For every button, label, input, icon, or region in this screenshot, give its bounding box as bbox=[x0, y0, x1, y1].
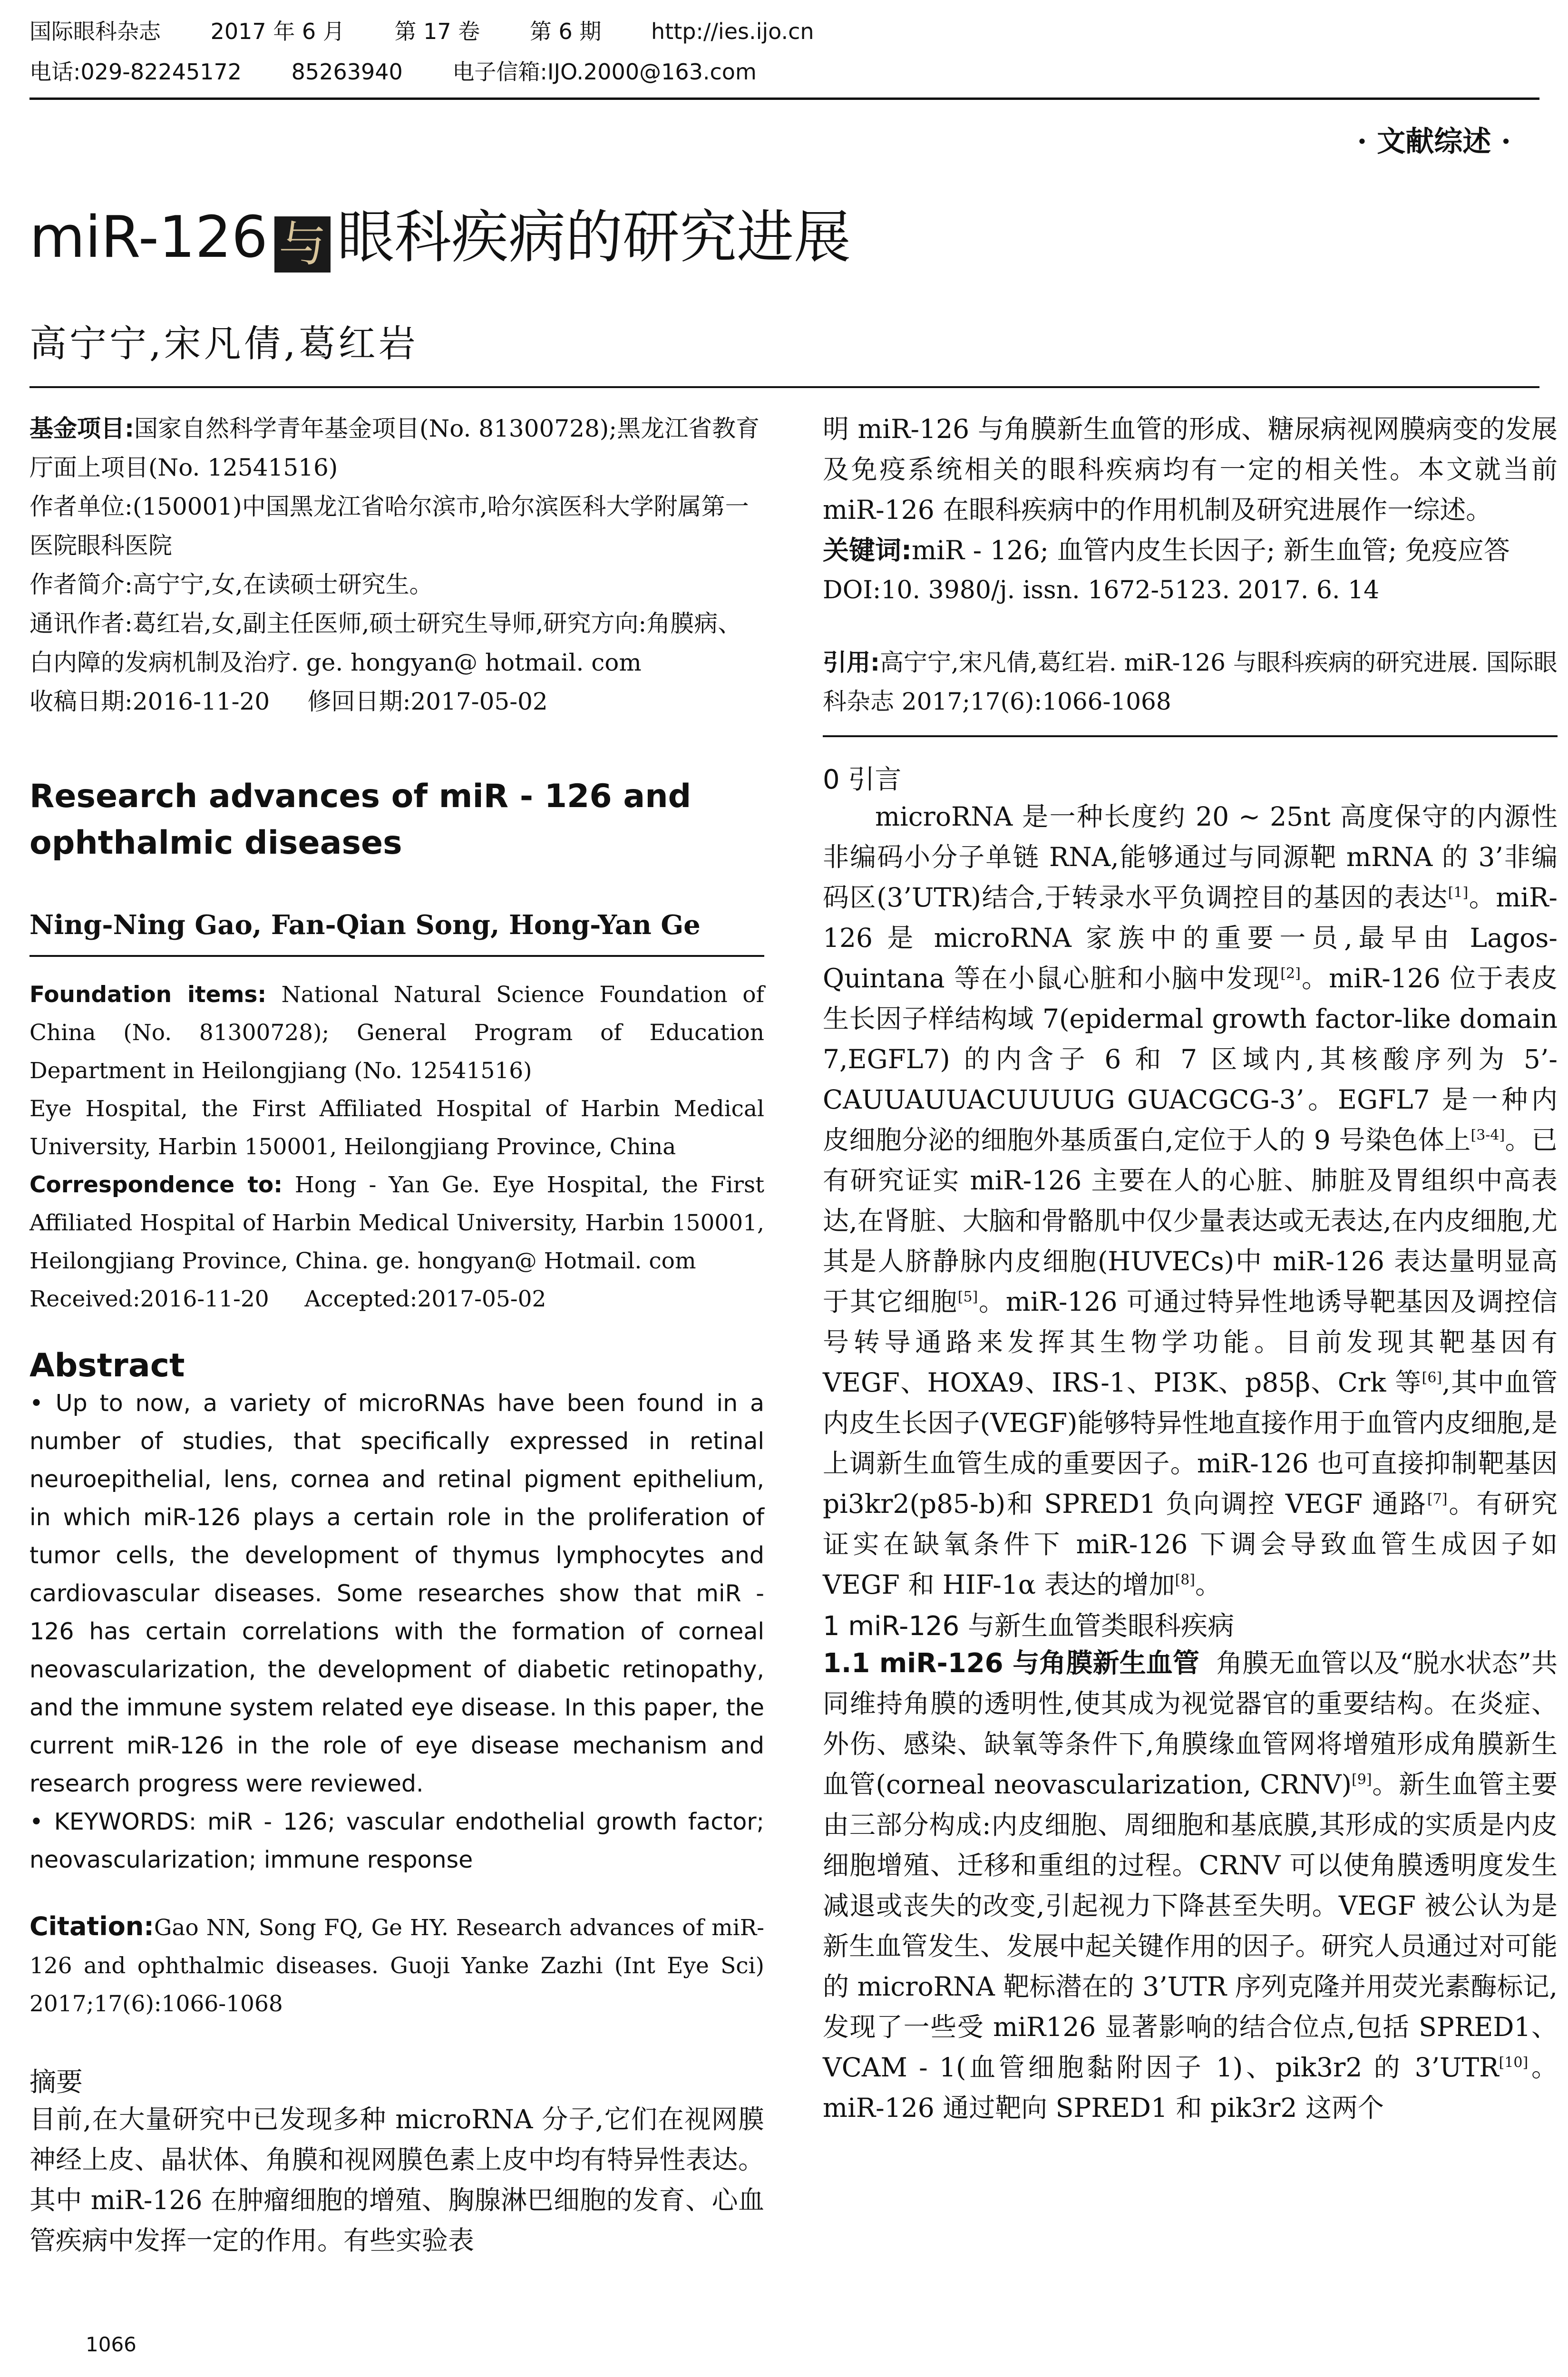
citation-rule bbox=[823, 735, 1558, 737]
cn-abstract-cont: 明 miR-126 与角膜新生血管的形成、糖尿病视网膜病变的发展及免疫系统相关的眼科疾病均有一定的相关性。本文就当前 miR-126 在眼科疾病中的作用机制及研究进展作一综述。 bbox=[823, 414, 1558, 525]
journal-header-line1 bbox=[29, 14, 857, 49]
phone: 电话:029-82245172 bbox=[29, 59, 242, 85]
en-foundation: Foundation items: National Natural Science Foundation of China (No. 81300728); General Program of Education Department in Heilongjiang (No. 12541516) bbox=[29, 982, 764, 1084]
section1-heading: 1 miR-126 与新生血管类眼科疾病 bbox=[823, 1611, 1235, 1642]
title-prefix: miR-126 bbox=[29, 205, 268, 271]
right-column bbox=[823, 409, 1558, 2128]
en-correspondence: Correspondence to: Hong - Yan Ge. Eye Hospital, the First Affiliated Hospital of Harbin Medical University, Harbin 150001, Heilongjiang Province, China. ge. hongyan@ Hotmail. com bbox=[29, 1172, 764, 1274]
en-received: Received:2016-11-20 Accepted:2017-05-02 bbox=[29, 1286, 546, 1312]
cn-abstract-text: 目前,在大量研究中已发现多种 microRNA 分子,它们在视网膜神经上皮、晶状体、角膜和视网膜色素上皮中均有特异性表达。其中 miR-126 在肿瘤细胞的增殖、胸腺淋巴细胞的发育、心血管疾病中发挥一定的作用。有些实验表 bbox=[29, 2104, 764, 2256]
journal-url[interactable]: http://ies.ijo.cn bbox=[651, 19, 814, 44]
issue-date: 2017 年 6 月 bbox=[210, 19, 345, 44]
citation-en: Citation:Gao NN, Song FQ, Ge HY. Research advances of miR-126 and ophthalmic diseases. Guoji Yanke Zazhi (Int Eye Sci) 2017;17(6):1066-1068 bbox=[29, 1911, 764, 2017]
section-tag: · 文献综述 · bbox=[1357, 125, 1511, 158]
foundation-cn: 基金项目:国家自然科学青年基金项目(No. 81300728);黑龙江省教育厅面上项目(No. 12541516) bbox=[29, 415, 760, 481]
title-rule bbox=[29, 386, 1539, 388]
dates-cn: 收稿日期:2016-11-20 修回日期:2017-05-02 bbox=[29, 688, 548, 715]
article-title bbox=[29, 200, 851, 276]
foundation-cn-label: 基金项目: bbox=[29, 415, 134, 442]
abstract-body: • Up to now, a variety of microRNAs have been found in a number of studies, that specifically expressed in retinal neuroepithelial, lens, cornea and retinal pigment epithelium, in which miR-126 plays a certain role in the proliferation of tumor cells, the development of thymus lymphocytes and cardiovascular diseases. Some researches show that miR - 126 has certain correlations with the formation of corneal neovascularization, the development of diabetic retinopathy, and the immune system related eye disease. In this paper, the current miR-126 in the role of eye disease mechanism and research progress were reviewed. bbox=[29, 1390, 764, 1797]
phone2: 85263940 bbox=[291, 59, 403, 85]
cn-keywords: 关键词:miR - 126; 血管内皮生长因子; 新生血管; 免疫应答 bbox=[823, 535, 1510, 565]
cn-abstract-heading: 摘要 bbox=[29, 2067, 83, 2098]
volume: 第 17 卷 bbox=[394, 19, 480, 44]
cn-citation: 引用:高宁宁,宋凡倩,葛红岩. miR-126 与眼科疾病的研究进展. 国际眼科杂志 2017;17(6):1066-1068 bbox=[823, 649, 1558, 715]
section11-paragraph: 1.1 miR-126 与角膜新生血管 角膜无血管以及“脱水状态”共同维持角膜的透明性,使其成为视觉器官的重要结构。在炎症、外伤、感染、缺氧等条件下,角膜缘血管网将增殖形成角膜新生血管(corneal neovascularization, CRNV)[9]。新生血管主要由三部分构成:内皮细胞、周细胞和基底膜,其形成的实质是内皮细胞增殖、迁移和重组的过程。CRNV 可以使角膜透明度发生减退或丧失的改变,引起视力下降甚至失明。VEGF 被公认为是新生血管发生、发展中起关键作用的因子。研究人员通过对可能的 microRNA 靶标潜在的 3’UTR 序列克隆并用荧光素酶标记,发现了一些受 miR126 显著影响的结合位点,包括 SPRED1、VCAM - 1(血管细胞黏附因子 1)、pik3r2 的 3’UTR[10]。miR-126 通过靶向 SPRED1 和 pik3r2 这两个 bbox=[823, 1648, 1558, 2123]
abstract-keywords: • KEYWORDS: miR - 126; vascular endothelial growth factor; neovascularization; immune response bbox=[29, 1808, 764, 1873]
title-suffix: 眼科疾病的研究进展 bbox=[337, 205, 851, 271]
correspondence-cn: 通讯作者:葛红岩,女,副主任医师,硕士研究生导师,研究方向:角膜病、白内障的发病机制及治疗. ge. hongyan@ hotmail. com bbox=[29, 610, 742, 676]
journal-name: 国际眼科杂志 bbox=[29, 19, 161, 44]
authors-cn: 高宁宁,宋凡倩,葛红岩 bbox=[29, 322, 419, 365]
en-authors: Ning-Ning Gao, Fan-Qian Song, Hong-Yan Ge bbox=[29, 909, 701, 941]
doi[interactable]: DOI:10. 3980/j. issn. 1672-5123. 2017. 6. 14 bbox=[823, 576, 1380, 604]
abstract-heading: Abstract bbox=[29, 1347, 185, 1384]
email[interactable]: 电子信箱:IJO.2000@163.com bbox=[452, 59, 757, 85]
page-number: 1066 bbox=[86, 2333, 136, 2356]
author-bio-cn: 作者简介:高宁宁,女,在读硕士研究生。 bbox=[29, 571, 433, 598]
left-column bbox=[29, 409, 764, 2261]
journal-header-line2 bbox=[29, 55, 799, 89]
affiliation-cn: 作者单位:(150001)中国黑龙江省哈尔滨市,哈尔滨医科大学附属第一医院眼科医院 bbox=[29, 493, 749, 559]
en-affiliation: Eye Hospital, the First Affiliated Hospital of Harbin Medical University, Harbin 150001, Heilongjiang Province, China bbox=[29, 1096, 764, 1160]
en-authors-rule bbox=[29, 955, 764, 957]
title-box-char: 与 bbox=[274, 216, 331, 273]
intro-paragraph: microRNA 是一种长度约 20 ~ 25nt 高度保守的内源性非编码小分子单链 RNA,能够通过与同源靶 mRNA 的 3’非编码区(3’UTR)结合,于转录水平负调控目的基因的表达[1]。miR-126 是 microRNA 家族中的重要一员,最早由 Lagos-Quintana 等在小鼠心脏和小脑中发现[2]。miR-126 位于表皮生长因子样结构域 7(epidermal growth factor-like domain 7,EGFL7) 的内含子 6 和 7 区域内,其核酸序列为 5’-CAUUAUUACUUUUG GUACGCG-3’。EGFL7 是一种内皮细胞分泌的细胞外基质蛋白,定位于人的 9 号染色体上[3-4]。已有研究证实 miR-126 主要在人的心脏、肺脏及胃组织中高表达,在肾脏、大脑和骨骼肌中仅少量表达或无表达,在内皮细胞,尤其是人脐静脉内皮细胞(HUVECs)中 miR-126 表达量明显高于其它细胞[5]。miR-126 可通过特异性地诱导靶基因及调控信号转导通路来发挥其生物学功能。目前发现其靶基因有 VEGF、HOXA9、IRS-1、PI3K、p85β、Crk 等[6],其中血管内皮生长因子(VEGF)能够特异性地直接作用于血管内皮细胞,是上调新生血管生成的重要因子。miR-126 也可直接抑制靶基因 pi3kr2(p85-b)和 SPRED1 负向调控 VEGF 通路[7]。有研究证实在缺氧条件下 miR-126 下调会导致血管生成因子如 VEGF 和 HIF-1α 表达的增加[8]。 bbox=[823, 801, 1558, 1600]
intro-heading: 0 引言 bbox=[823, 764, 902, 795]
header-rule bbox=[29, 97, 1539, 100]
en-title: Research advances of miR - 126 and ophthalmic diseases bbox=[29, 778, 691, 862]
issue: 第 6 期 bbox=[529, 19, 602, 44]
section11-heading: 1.1 miR-126 与角膜新生血管 bbox=[823, 1648, 1200, 1679]
